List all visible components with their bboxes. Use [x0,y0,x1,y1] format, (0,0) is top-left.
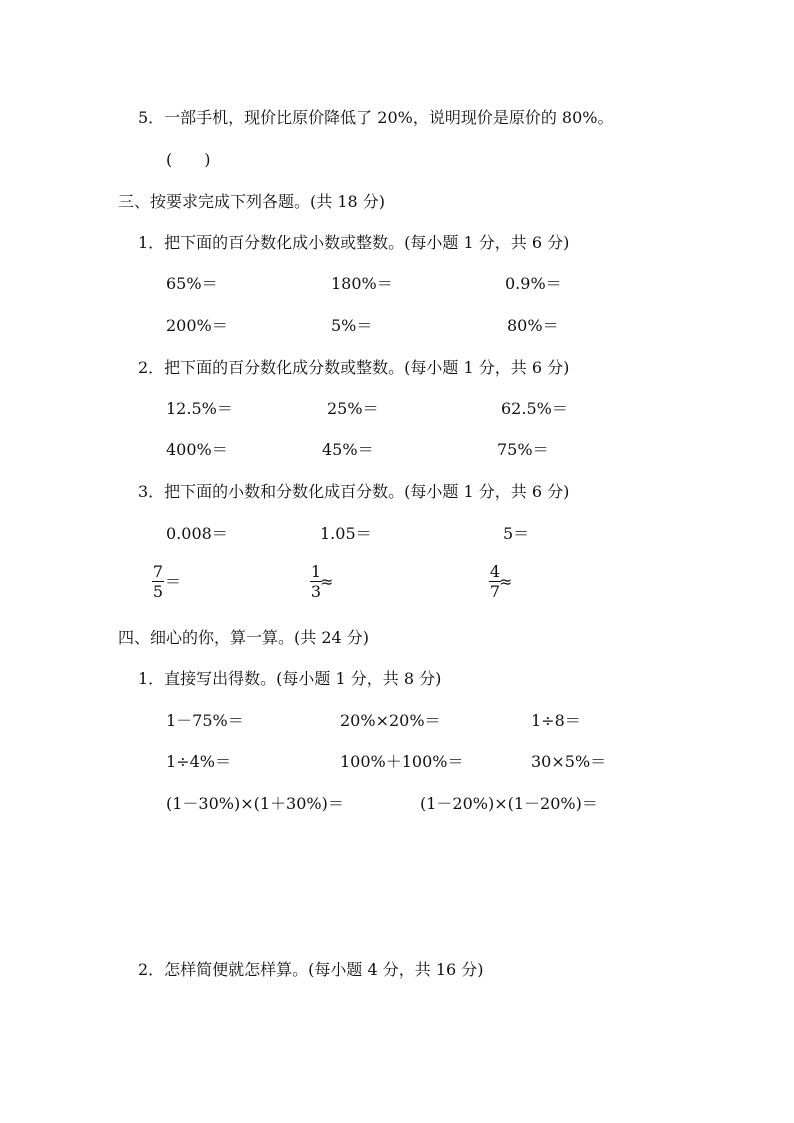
answer-blank[interactable]: ( ) [166,150,211,169]
fraction-operator: ≈ [320,572,334,591]
exercise-item: 20%×20%＝ [340,711,441,730]
fraction-numerator: 7 [152,562,164,581]
exercise-item: 12.5%＝ [166,399,233,418]
exercise-item: 400%＝ [166,440,228,459]
exercise-item: (1－30%)×(1＋30%)＝ [166,794,344,813]
exercise-item: 62.5%＝ [501,399,568,418]
exercise-item: 1－75%＝ [166,711,244,730]
exercise-item: 45%＝ [322,440,374,459]
fraction-denominator: 5 [152,582,164,601]
exercise-item: 0.9%＝ [505,274,562,293]
section-3-part-1-title: 1．把下面的百分数化成小数或整数。(每小题 1 分，共 6 分) [138,233,570,252]
exercise-item: 1÷4%＝ [166,752,231,771]
section-4-part-2-title: 2．怎样简便就怎样算。(每小题 4 分，共 16 分) [138,960,484,979]
section-3-part-3-title: 3．把下面的小数和分数化成百分数。(每小题 1 分，共 6 分) [138,482,570,501]
exercise-item: 5＝ [503,524,530,543]
exercise-item: 180%＝ [331,274,393,293]
exercise-item: 1÷8＝ [531,711,581,730]
fraction [152,563,164,600]
fraction-numerator: 4 [489,562,501,581]
exercise-item: 5%＝ [331,316,373,335]
section-4-part-1-title: 1．直接写出得数。(每小题 1 分，共 8 分) [138,669,442,688]
exercise-item: 0.008＝ [166,524,228,543]
fraction-numerator: 1 [310,562,322,581]
exercise-item: 200%＝ [166,316,228,335]
exercise-item: 80%＝ [507,316,559,335]
exercise-item: (1－20%)×(1－20%)＝ [420,794,598,813]
exercise-item: 25%＝ [327,399,379,418]
question-5-text: 5．一部手机，现价比原价降低了 20%，说明现价是原价的 80%。 [138,108,614,127]
exercise-item: 100%＋100%＝ [340,752,464,771]
fraction-operator: ＝ [165,572,182,591]
exercise-item: 65%＝ [166,274,218,293]
section-3-heading: 三、按要求完成下列各题。(共 18 分) [118,192,386,211]
exercise-item: 75%＝ [497,440,549,459]
exercise-item: 30×5%＝ [531,752,607,771]
fraction-denominator: 3 [310,582,322,601]
exercise-item: 1.05＝ [320,524,372,543]
section-4-heading: 四、细心的你，算一算。(共 24 分) [118,628,370,647]
section-3-part-2-title: 2．把下面的百分数化成分数或整数。(每小题 1 分，共 6 分) [138,358,570,377]
fraction-operator: ≈ [499,572,513,591]
fraction-denominator: 7 [489,582,501,601]
